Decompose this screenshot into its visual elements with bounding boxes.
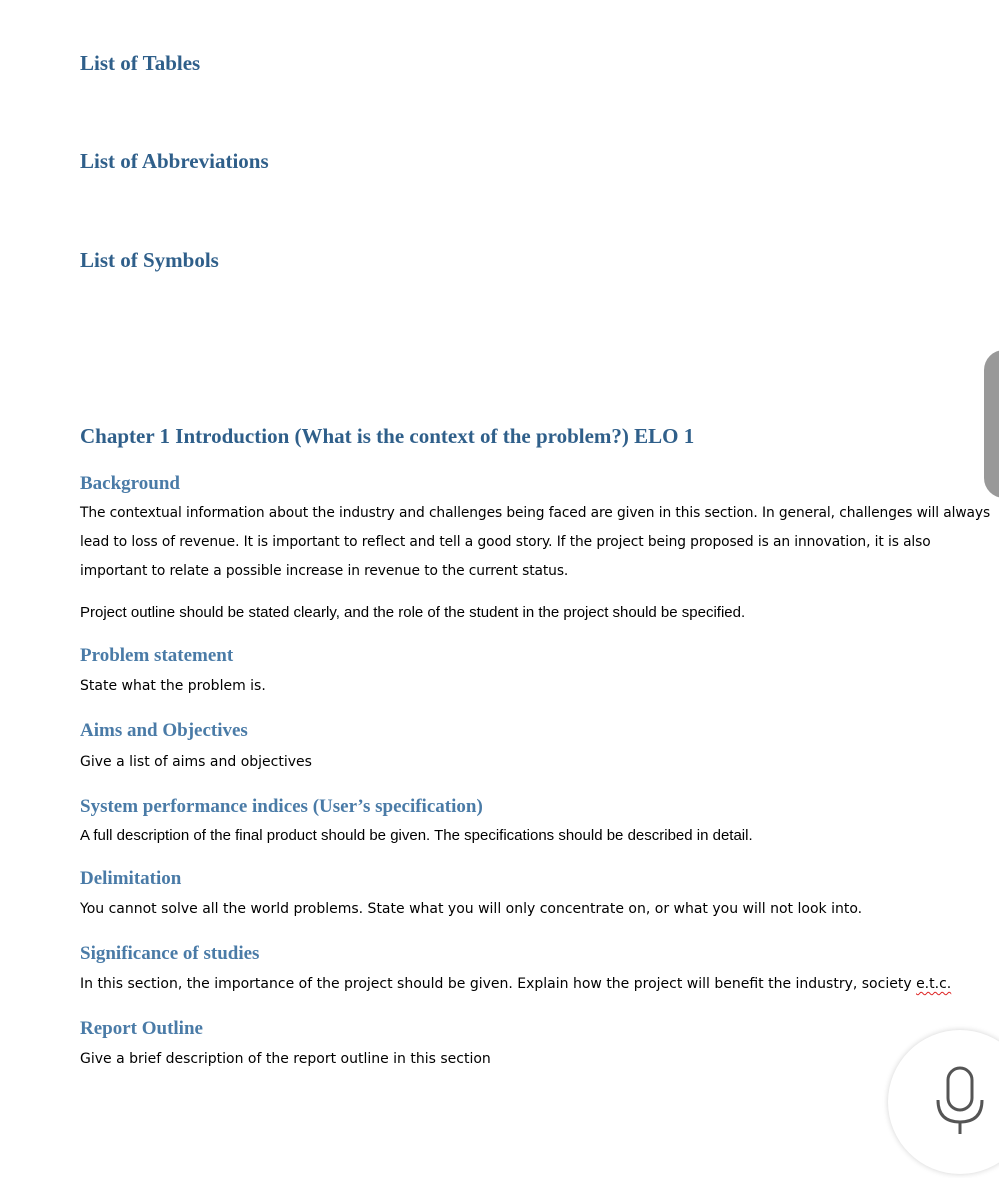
report-outline-paragraph: Give a brief description of the report outline in this section bbox=[80, 1051, 491, 1067]
heading-significance: Significance of studies bbox=[80, 943, 260, 964]
significance-paragraph bbox=[80, 970, 951, 999]
heading-problem-statement: Problem statement bbox=[80, 645, 234, 666]
heading-list-of-symbols: List of Symbols bbox=[80, 248, 219, 272]
heading-list-of-tables: List of Tables bbox=[80, 51, 201, 75]
heading-list-of-abbreviations: List of Abbreviations bbox=[80, 149, 269, 173]
heading-background: Background bbox=[80, 473, 180, 494]
side-panel-handle[interactable] bbox=[984, 350, 999, 498]
background-paragraph: The contextual information about the industry and challenges being faced are given in this section. In general, challenges will always lead to loss of revenue. It is important to reflect and tell a good story. If the project being proposed is an innovation, it is also important to relate a possible increase in revenue to the current status. bbox=[80, 505, 991, 579]
spellcheck-flagged-word[interactable]: e.t.c. bbox=[916, 976, 952, 992]
significance-text: In this section, the importance of the project should be given. Explain how the project will benefit the industry, society bbox=[80, 976, 917, 992]
heading-system-performance: System performance indices (User’s specification) bbox=[80, 796, 483, 817]
system-performance-paragraph: A full description of the final product should be given. The specifications should be described in detail. bbox=[80, 827, 753, 844]
microphone-icon bbox=[932, 1066, 988, 1138]
heading-aims-and-objectives: Aims and Objectives bbox=[80, 720, 248, 741]
aims-paragraph: Give a list of aims and objectives bbox=[80, 754, 312, 770]
problem-statement-paragraph: State what the problem is. bbox=[80, 678, 266, 694]
project-outline-paragraph: Project outline should be stated clearly, and the role of the student in the project should be specified. bbox=[80, 604, 746, 621]
heading-delimitation: Delimitation bbox=[80, 868, 182, 889]
delimitation-paragraph: You cannot solve all the world problems. State what you will only concentrate on, or what you will not look into. bbox=[80, 901, 863, 917]
heading-chapter-1: Chapter 1 Introduction (What is the context of the problem?) ELO 1 bbox=[80, 424, 695, 448]
heading-report-outline: Report Outline bbox=[80, 1018, 203, 1039]
